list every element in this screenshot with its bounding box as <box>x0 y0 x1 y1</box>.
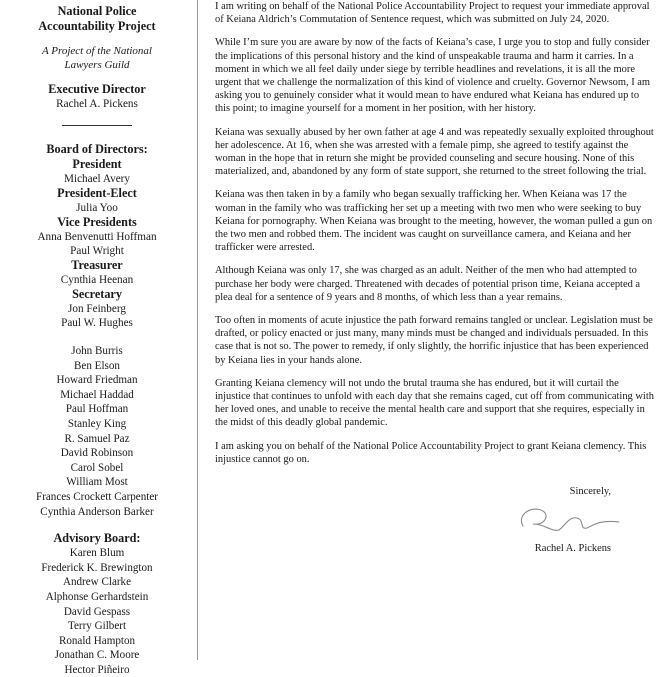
advisory-member: Ronald Hampton <box>58 634 136 647</box>
advisory-member: Karen Blum <box>69 547 125 560</box>
subtitle-line2: Lawyers Guild <box>64 59 130 71</box>
board-member: R. Samuel Paz <box>64 432 130 445</box>
subtitle-line1: A Project of the National <box>42 45 152 57</box>
sidebar-divider <box>197 0 198 660</box>
org-subtitle <box>0 44 194 72</box>
vice-presidents-title: Vice Presidents <box>57 215 137 229</box>
separator-line <box>62 125 132 126</box>
vice-president-name: Paul Wright <box>70 245 124 257</box>
signer-name: Rachel A. Pickens <box>534 543 611 555</box>
org-name <box>0 4 194 34</box>
board-member: Howard Friedman <box>56 374 138 387</box>
letter-paragraph: Although Keiana was only 17, she was charged as an adult. Neither of the men who had attempted to purchase her body were charged. Threatened with decades of potential prison time, Keiana accepted a plea deal for a sentence of 9 years and 8 months, of which less than a year remains. <box>215 265 641 303</box>
handwritten-signature <box>515 502 625 538</box>
letter-paragraph: Keiana was sexually abused by her own father at age 4 and was repeatedly sexually exploited throughout her adolescence. At 16, when she was arrested with a female pimp, she agreed to testify against the woman in the hope that in return she might be provided counseling and secure housing. None of this materialized, and, abandoned by any form of state support, she returned to the street following the trial. <box>215 126 654 178</box>
president-elect-title: President-Elect <box>57 186 137 200</box>
board-member: Carol Sobel <box>70 461 124 474</box>
exec-director-name: Rachel A. Pickens <box>56 98 138 110</box>
secretary-name: Paul W. Hughes <box>61 317 133 329</box>
president-elect-name: Julia Yoo <box>76 202 118 214</box>
board-member: Michael Haddad <box>60 388 134 401</box>
board-members-list <box>0 344 194 519</box>
advisory-member: Jonathan C. Moore <box>54 649 140 662</box>
secretary-name: Jon Feinberg <box>68 303 126 315</box>
advisory-member: Andrew Clarke <box>62 576 132 589</box>
letter-body <box>215 0 655 660</box>
treasurer-name: Cynthia Heenan <box>60 274 134 286</box>
advisory-member: Hector Piñeiro <box>64 663 130 676</box>
board-title: Board of Directors: <box>46 142 148 156</box>
president-title: President <box>72 157 122 171</box>
advisory-member: Alphonse Gerhardstein <box>45 590 149 603</box>
board-member: Ben Elson <box>74 359 120 372</box>
org-name-line2: Accountability Project <box>38 19 156 33</box>
exec-director-title: Executive Director <box>48 82 146 96</box>
board-member: Paul Hoffman <box>65 403 129 416</box>
board-member: William Most <box>66 476 128 489</box>
board-member: Frances Crockett Carpenter <box>36 490 158 503</box>
letter-paragraph: I am asking you on behalf of the National Police Accountability Project to grant Keiana clemency. This injustice cannot go on. <box>215 440 647 465</box>
org-name-line1: National Police <box>57 4 137 18</box>
letter-paragraph: Keiana was then taken in by a family who began sexually trafficking her. When Keiana was 17 the woman in the family who was trafficking her set up a meeting with two men who were seeking to buy Keiana for pornography. When Keiana was brought to the meeting, however, the woman pulled a gun on the two men and robbed them. The incident was caught on surveillance camera, and Keiana and her trafficker were arrested. <box>215 189 653 254</box>
advisory-member: Terry Gilbert <box>67 620 127 633</box>
letter-paragraph: Granting Keiana clemency will not undo the brutal trauma she has endured, but it will curtail the injustice that continues to unfold with each day that she remains caged, cut off from communicating with her loved ones, and unable to receive the mental health care and support that she requires, especially in the midst of this deadly global pandemic. <box>215 377 654 429</box>
board-member: David Robinson <box>60 447 134 460</box>
board-member: Cynthia Anderson Barker <box>40 505 154 518</box>
advisory-member: Frederick K. Brewington <box>41 561 153 574</box>
letter-paragraph: I am writing on behalf of the National Police Accountability Project to request your immediate approval of Keiana Aldrich’s Commutation of Sentence request, which was submitted on July 24, 2020. <box>215 1 650 26</box>
secretary-title: Secretary <box>72 287 122 301</box>
board-member: Stanley King <box>67 417 127 430</box>
advisory-members-list <box>0 546 194 677</box>
letter-paragraph: While I’m sure you are aware by now of the facts of Keiana’s case, I urge you to stop and fully consider the implications of this personal history and the kind of unspeakable trauma and harm it carries. In a moment in which we all feel daily under siege by terrible headlines and revelations, it is all the more urgent that we challenge the normalization of this kind of violence and cruelty. Governor Newsom, I am asking you to genuinely consider what it would mean to have endured what Keiana has endured up to this point; to imagine yourself for a moment in her position, with her history. <box>215 37 651 115</box>
treasurer-title: Treasurer <box>71 258 123 272</box>
closing-salutation: Sincerely, <box>569 486 611 498</box>
letterhead-sidebar <box>0 0 194 676</box>
advisory-member: David Gespass <box>63 605 131 618</box>
letter-paragraph: Too often in moments of acute injustice the path forward remains tangled or unclear. Legislation must be drafted, or policy enacted or just many, many minds must be changed and individuals persuaded. In this case that is not so. The power to remedy, if only slightly, the horrific injustice that has been experienced by Keiana lies in your hands alone. <box>215 315 653 366</box>
board-member: John Burris <box>71 345 123 357</box>
president-name: Michael Avery <box>64 173 130 185</box>
advisory-board-title: Advisory Board: <box>53 531 141 546</box>
signature-area <box>215 498 655 542</box>
vice-president-name: Anna Benvenutti Hoffman <box>37 231 157 243</box>
